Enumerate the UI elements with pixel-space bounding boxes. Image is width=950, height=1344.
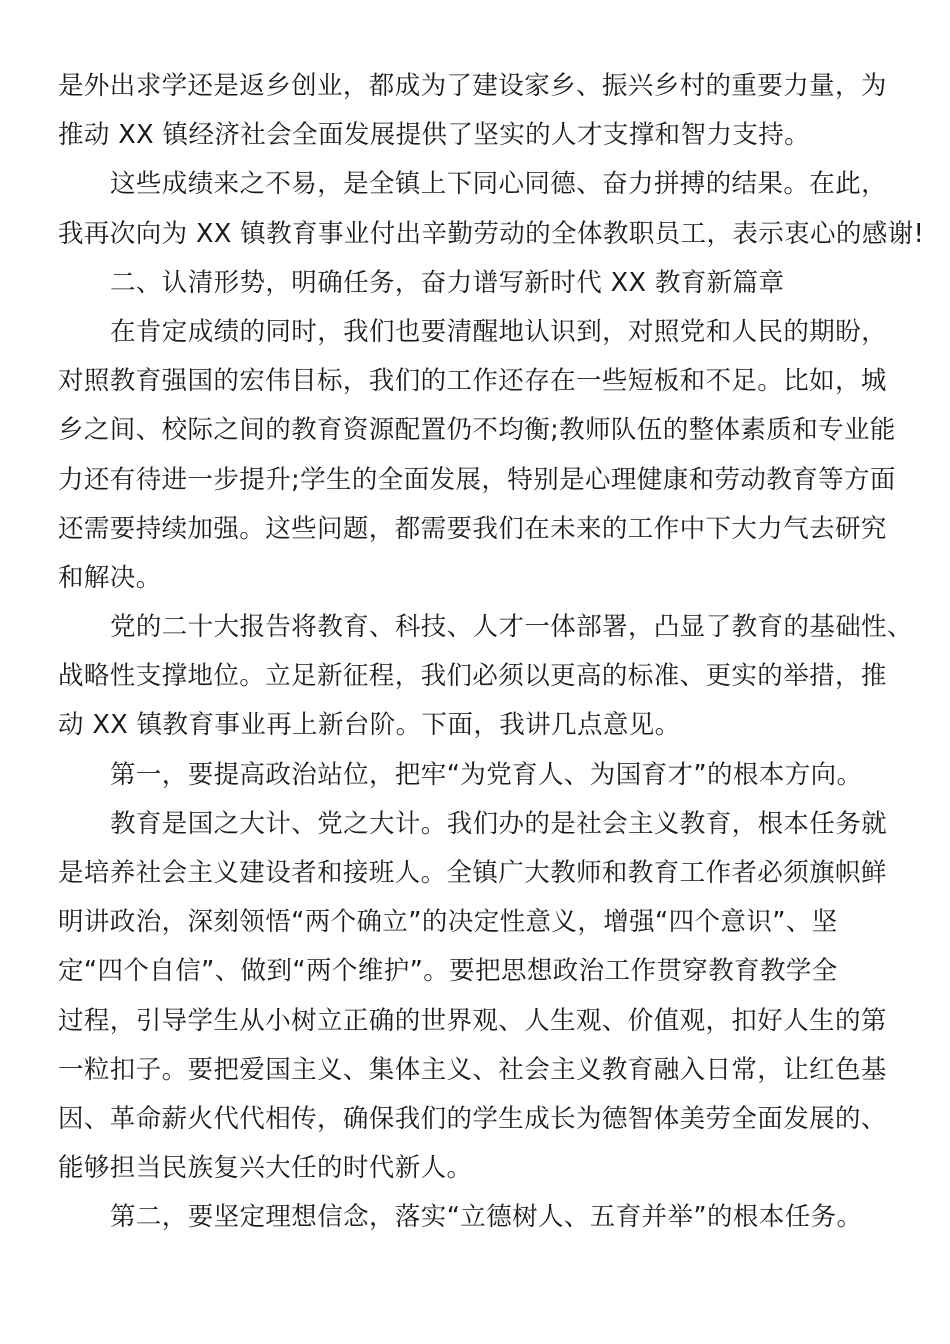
document-body bbox=[58, 62, 925, 1243]
text-line: 动 XX 镇教育事业再上新台阶。下面，我讲几点意见。 bbox=[58, 710, 681, 741]
text-line: 因、革命薪火代代相传，确保我们的学生成长为德智体美劳全面发展的、 bbox=[58, 1103, 887, 1134]
paragraph-start: 在肯定成绩的同时，我们也要清醒地认识到，对照党和人民的期盼， bbox=[110, 316, 888, 347]
section-heading: 二、认清形势，明确任务，奋力谱写新时代 XX 教育新篇章 bbox=[110, 267, 785, 298]
text-line: 力还有待进一步提升;学生的全面发展，特别是心理健康和劳动教育等方面 bbox=[58, 464, 896, 495]
text-line: 是外出求学还是返乡创业，都成为了建设家乡、振兴乡村的重要力量，为 bbox=[58, 71, 887, 101]
text-line: 对照教育强国的宏伟目标，我们的工作还存在一些短板和不足。比如，城 bbox=[58, 366, 887, 397]
text-line: 推动 XX 镇经济社会全面发展提供了坚实的人才支撑和智力支持。 bbox=[58, 120, 811, 151]
text-line: 明讲政治，深刻领悟“两个确立”的决定性意义，增强“四个意识”、坚 bbox=[58, 907, 838, 938]
text-line: 能够担当民族复兴大任的时代新人。 bbox=[58, 1153, 473, 1184]
paragraph-start: 党的二十大报告将教育、科技、人才一体部署，凸显了教育的基础性、 bbox=[110, 612, 913, 643]
text-line: 是培养社会主义建设者和接班人。全镇广大教师和教育工作者必须旗帜鲜 bbox=[58, 858, 887, 888]
paragraph-start: 教育是国之大计、党之大计。我们办的是社会主义教育，根本任务就 bbox=[110, 808, 888, 839]
text-line: 战略性支撑地位。立足新征程，我们必须以更高的标准、更实的举措，推 bbox=[58, 661, 887, 692]
paragraph-start: 这些成绩来之不易，是全镇上下同心同德、奋力拼搏的结果。在此， bbox=[110, 169, 888, 200]
point-heading-2: 第二，要坚定理想信念，落实“立德树人、五育并举”的根本任务。 bbox=[110, 1202, 863, 1233]
point-heading-1: 第一，要提高政治站位，把牢“为党育人、为国育才”的根本方向。 bbox=[110, 759, 863, 790]
text-line: 过程，引导学生从小树立正确的世界观、人生观、价值观，扣好人生的第 bbox=[58, 1005, 887, 1036]
text-line: 我再次向为 XX 镇教育事业付出辛勤劳动的全体教职员工，表示衷心的感谢! bbox=[58, 218, 925, 249]
text-line: 乡之间、校际之间的教育资源配置仍不均衡;教师队伍的整体素质和专业能 bbox=[58, 415, 896, 446]
text-line: 还需要持续加强。这些问题，都需要我们在未来的工作中下大力气去研究 bbox=[58, 513, 887, 544]
text-line: 和解决。 bbox=[58, 562, 162, 593]
text-line: 定“四个自信”、做到“两个维护”。要把思想政治工作贯穿教育教学全 bbox=[58, 956, 838, 987]
text-line: 一粒扣子。要把爱国主义、集体主义、社会主义教育融入日常，让红色基 bbox=[58, 1054, 887, 1085]
